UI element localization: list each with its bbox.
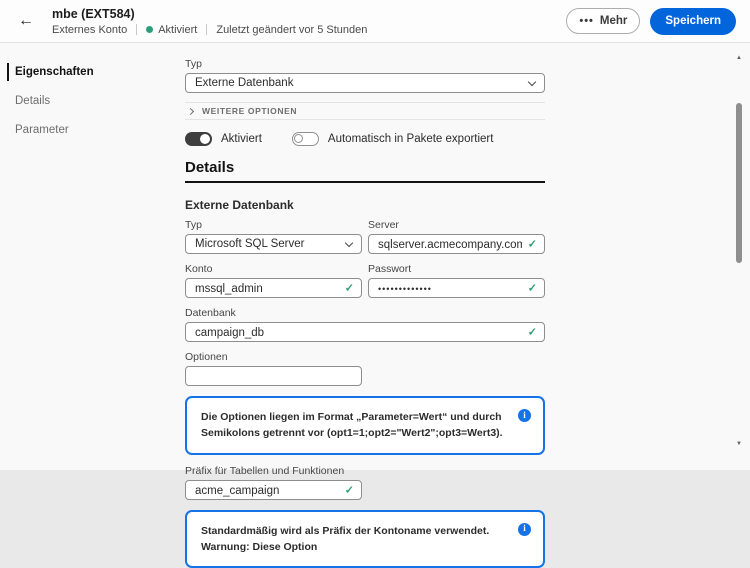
options-info-box [185,396,545,455]
back-arrow-icon[interactable]: ← [18,12,34,29]
account-type-select[interactable] [185,73,545,93]
scroll-down-icon[interactable]: ▼ [736,441,742,447]
field-optionen-label: Optionen [185,351,228,363]
server-input-wrap [368,234,545,254]
save-button[interactable]: Speichern [650,8,736,35]
details-heading: Details [185,159,545,183]
prefix-input-wrap [185,480,362,500]
account-input-wrap [185,278,362,298]
password-input-wrap [368,278,545,298]
check-icon: ✓ [527,238,537,251]
header [0,0,750,43]
check-icon: ✓ [344,282,354,295]
title-block [52,7,367,36]
prefix-info-box [185,510,545,568]
sidebar-item-details[interactable]: Details [15,95,51,107]
chevron-right-icon [187,107,194,114]
password-input[interactable] [369,280,544,298]
export-packages-toggle[interactable] [292,132,319,146]
db-type-value: Microsoft SQL Server [195,238,305,250]
toggle-item-export [292,132,494,146]
check-icon: ✓ [344,484,354,497]
field-praefix-label: Präfix für Tabellen und Funktionen [185,464,345,477]
check-icon: ✓ [527,326,537,339]
status-dot-icon [146,26,153,33]
breadcrumb [52,24,367,36]
field-passwort-label: Passwort [368,263,412,275]
field-datenbank [185,307,545,342]
more-options-label: WEITERE OPTIONEN [202,106,298,116]
field-typ [185,219,362,254]
field-konto-label: Konto [185,263,213,275]
options-input-wrap [185,366,362,386]
enabled-toggle[interactable] [185,132,212,146]
toggle-knob [200,134,210,144]
database-input-wrap [185,322,545,342]
export-packages-toggle-label: Automatisch in Pakete exportiert [327,133,494,145]
account-type-value: Externe Datenbank [195,77,294,89]
field-typ-label: Typ [185,219,202,231]
check-icon: ✓ [527,282,537,295]
options-input[interactable] [186,368,361,386]
more-button[interactable] [566,8,640,34]
info-icon: i [518,523,531,536]
field-server [368,219,545,254]
options-info-text: Die Optionen liegen im Format „Parameter=Wert“ und durch Semikolons getrennt vor (opt1=1;opt2="Wert2";opt3=Wert3). [201,411,503,440]
type-label: Typ [185,58,202,70]
field-praefix [185,465,545,500]
database-input[interactable] [186,324,544,342]
toggles-row [185,132,545,146]
toggle-knob [294,134,303,143]
external-database-title: Externe Datenbank [185,198,294,212]
enabled-toggle-label: Aktiviert [221,133,262,145]
status-badge: Aktiviert [158,23,198,36]
field-server-label: Server [368,219,399,231]
server-input[interactable] [369,236,544,254]
divider [136,24,137,35]
more-options-accordion[interactable] [185,102,545,120]
prefix-info-text: Standardmäßig wird als Präfix der Kontoname verwendet. Warnung: Diese Option [201,524,490,553]
header-actions [566,8,736,35]
sidebar-item-eigenschaften[interactable]: Eigenschaften [7,63,185,81]
sidebar [0,43,185,470]
chevron-down-icon [345,238,353,246]
sidebar-item-parameter[interactable]: Parameter [15,124,69,136]
details-form [185,219,545,386]
db-type-select[interactable] [185,234,362,254]
field-optionen [185,351,362,386]
toggle-item-aktiviert [185,132,262,146]
last-modified-text: Zuletzt geändert vor 5 Stunden [216,23,368,36]
overflow-dots-icon: ••• [579,15,594,27]
body [0,43,750,553]
field-datenbank-label: Datenbank [185,307,236,319]
divider [206,24,207,35]
more-button-label: Mehr [599,15,628,27]
page-title: mbe (EXT584) [52,6,135,21]
main-content [185,43,545,553]
field-passwort [368,263,545,298]
vertical-scrollbar[interactable] [734,47,744,465]
info-icon: i [518,409,531,422]
scroll-up-icon[interactable]: ▲ [736,55,742,61]
scrollbar-thumb[interactable] [736,103,742,263]
account-input[interactable] [186,280,361,298]
record-type-label: Externes Konto [52,23,128,36]
chevron-down-icon [528,77,536,85]
field-konto [185,263,362,298]
prefix-input[interactable] [186,482,361,500]
